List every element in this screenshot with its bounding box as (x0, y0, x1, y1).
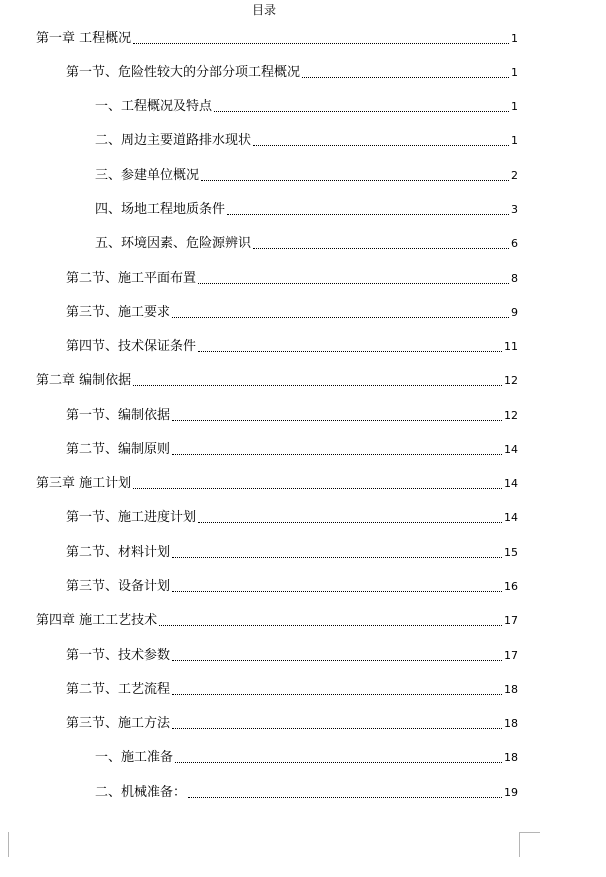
toc-entry-text: 第二节、编制原则 (66, 442, 171, 457)
toc-entry-text: 二、机械准备： (95, 785, 187, 800)
toc-entry-section[interactable] (66, 578, 518, 596)
dot-leader (198, 351, 502, 352)
toc-page-number: 17 (504, 649, 518, 662)
dot-leader (172, 557, 502, 558)
dot-leader (133, 385, 502, 386)
toc-entry-section[interactable] (66, 304, 518, 322)
toc-entry-text: 第三节、设备计划 (66, 579, 171, 594)
dot-leader (198, 522, 502, 523)
toc-entry-text: 第二节、施工平面布置 (66, 271, 197, 286)
toc-page-number: 1 (511, 100, 518, 113)
dot-leader (253, 145, 509, 146)
dot-leader (201, 180, 509, 181)
dot-leader (253, 248, 509, 249)
toc-entry-section[interactable] (66, 270, 518, 288)
toc-page-number: 12 (504, 374, 518, 387)
toc-page-number: 2 (511, 169, 518, 182)
toc-entry-text: 第四节、技术保证条件 (66, 339, 197, 354)
toc-entry-section[interactable] (66, 715, 518, 733)
toc-page-number: 18 (504, 683, 518, 696)
toc-page-number: 3 (511, 203, 518, 216)
toc-entry-section[interactable] (66, 544, 518, 562)
toc-entry-text: 第四章 施工工艺技术 (36, 613, 158, 628)
dot-leader (133, 43, 509, 44)
dot-leader (188, 797, 502, 798)
toc-page-number: 1 (511, 66, 518, 79)
toc-page-number: 6 (511, 237, 518, 250)
dot-leader (214, 111, 509, 112)
toc-entry-text: 五、环境因素、危险源辨识 (95, 236, 252, 251)
toc-page-number: 17 (504, 614, 518, 627)
page-corner-mark-right (519, 832, 540, 857)
toc-entry-subsection[interactable] (95, 784, 518, 802)
dot-leader (172, 591, 502, 592)
toc-entry-section[interactable] (66, 407, 518, 425)
toc-entry-chapter-4[interactable] (36, 612, 518, 630)
dot-leader (159, 625, 502, 626)
dot-leader (198, 283, 509, 284)
toc-entry-text: 第二章 编制依据 (36, 373, 132, 388)
toc-page-number: 11 (504, 340, 518, 353)
dot-leader (172, 694, 502, 695)
dot-leader (172, 454, 502, 455)
toc-page-number: 19 (504, 786, 518, 799)
dot-leader (172, 317, 509, 318)
dot-leader (133, 488, 502, 489)
dot-leader (175, 762, 502, 763)
toc-entry-section[interactable] (66, 509, 518, 527)
toc-page-number: 1 (511, 32, 518, 45)
toc-title: 目录 (251, 3, 276, 17)
toc-entry-text: 四、场地工程地质条件 (95, 202, 226, 217)
dot-leader (172, 728, 502, 729)
toc-entry-section[interactable] (66, 681, 518, 699)
toc-entry-text: 第一节、施工进度计划 (66, 510, 197, 525)
toc-entry-text: 第一节、危险性较大的分部分项工程概况 (66, 65, 301, 80)
toc-entry-subsection[interactable] (95, 98, 518, 116)
toc-entry-text: 第一节、技术参数 (66, 648, 171, 663)
toc-entry-text: 第二节、工艺流程 (66, 682, 171, 697)
toc-page-number: 14 (504, 443, 518, 456)
toc-page-number: 1 (511, 134, 518, 147)
toc-entry-subsection[interactable] (95, 132, 518, 150)
toc-entry-text: 二、周边主要道路排水现状 (95, 133, 252, 148)
toc-entry-subsection[interactable] (95, 749, 518, 767)
toc-entry-text: 第二节、材料计划 (66, 545, 171, 560)
toc-entry-subsection[interactable] (95, 167, 518, 185)
toc-entry-text: 第一节、编制依据 (66, 408, 171, 423)
toc-page-number: 14 (504, 511, 518, 524)
toc-page-number: 9 (511, 306, 518, 319)
toc-entry-subsection[interactable] (95, 235, 518, 253)
toc-page-number: 14 (504, 477, 518, 490)
toc-entry-text: 一、工程概况及特点 (95, 99, 213, 114)
toc-page-number: 16 (504, 580, 518, 593)
dot-leader (227, 214, 509, 215)
toc-entry-subsection[interactable] (95, 201, 518, 219)
toc-entry-chapter-2[interactable] (36, 372, 518, 390)
toc-entry-text: 第一章 工程概况 (36, 31, 132, 46)
toc-entry-text: 第三节、施工方法 (66, 716, 171, 731)
toc-entry-text: 一、施工准备 (95, 750, 174, 765)
toc-entry-section[interactable] (66, 647, 518, 665)
toc-page-number: 12 (504, 409, 518, 422)
toc-entry-text: 三、参建单位概况 (95, 168, 200, 183)
toc-entry-text: 第三章 施工计划 (36, 476, 132, 491)
toc-page-number: 15 (504, 546, 518, 559)
toc-entry-section[interactable] (66, 441, 518, 459)
page-corner-mark-left (8, 832, 9, 857)
toc-page-number: 18 (504, 751, 518, 764)
toc-entry-chapter-1[interactable] (36, 30, 518, 48)
dot-leader (302, 77, 509, 78)
dot-leader (172, 660, 502, 661)
toc-entry-section[interactable] (66, 338, 518, 356)
toc-page-number: 18 (504, 717, 518, 730)
dot-leader (172, 420, 502, 421)
toc-page-number: 8 (511, 272, 518, 285)
toc-entry-chapter-3[interactable] (36, 475, 518, 493)
toc-entry-text: 第三节、施工要求 (66, 305, 171, 320)
toc-entry-section[interactable] (66, 64, 518, 82)
